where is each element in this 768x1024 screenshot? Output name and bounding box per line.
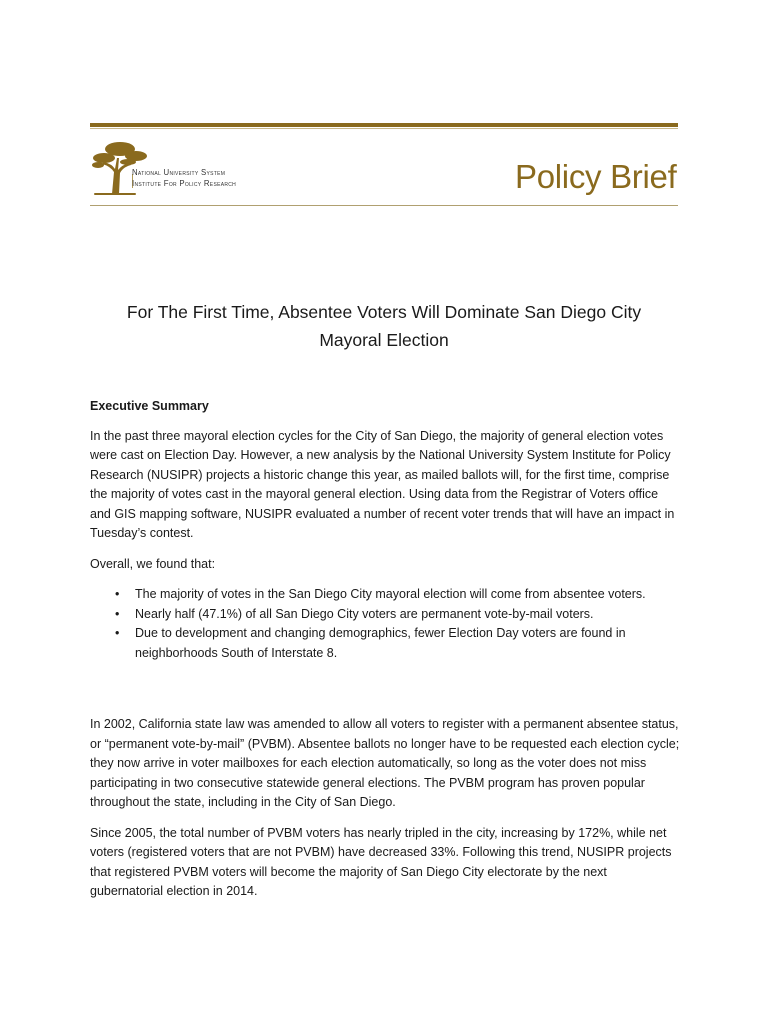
- list-item: • The majority of votes in the San Diego City mayoral election will come from absentee voters.: [90, 585, 682, 605]
- policy-brief-brand: Policy Brief: [515, 158, 677, 195]
- body-paragraph-pvbm-trend: Since 2005, the total number of PVBM voters has nearly tripled in the city, increasing by 172%, while net voters (registered voters that are not PVBM) have decreased 33%. Following this trend, NUSIPR projects that registered PVBM voters will become the majority of San Diego City electorate by the next gubernatorial election in 2014.: [90, 825, 672, 898]
- list-item: • Due to development and changing demographics, fewer Election Day voters are found in neighborhoods South of Interstate 8.: [90, 624, 682, 663]
- findings-intro: Overall, we found that:: [90, 556, 216, 571]
- page-title: [90, 298, 678, 354]
- header-bottom-rule: [90, 205, 678, 206]
- logo-line-2: Institute For Policy Research: [132, 179, 237, 188]
- header-top-rule-thin: [90, 128, 678, 129]
- summary-paragraph: In the past three mayoral election cycles for the City of San Diego, the majority of general election votes were cast on Election Day. However, a new analysis by the National University System Institute for Policy Research (NUSIPR) projects a historic change this year, as mailed ballots will, for the first time, comprise the majority of votes cast in the mayoral general election. Using data from the Registrar of Voters office and GIS mapping software, NUSIPR evaluated a number of recent voter trends that will have an impact in Tuesday’s contest.: [90, 428, 675, 540]
- list-item: • Nearly half (47.1%) of all San Diego City voters are permanent vote-by-mail voters.: [90, 605, 682, 625]
- body-paragraph-pvbm-law: In 2002, California state law was amended to allow all voters to register with a permanent absentee status, or “permanent vote-by-mail” (PVBM). Absentee ballots no longer have to be requested each election cycle; they now arrive in voter mailboxes for each election automatically, so long as the voter does not miss participating in two consecutive statewide general elections. The PVBM program has proven popular throughout the state, including in the City of San Diego.: [90, 717, 680, 809]
- logo-wordmark: [132, 167, 236, 189]
- section-heading: Executive Summary: [90, 399, 209, 413]
- title-line-2: Mayoral Election: [319, 330, 449, 350]
- logo-line-1: National University System: [132, 168, 226, 177]
- findings-list: [90, 585, 682, 663]
- document-body: [90, 397, 682, 913]
- header-top-rule: [90, 123, 678, 127]
- title-line-1: For The First Time, Absentee Voters Will Dominate San Diego City: [126, 302, 642, 322]
